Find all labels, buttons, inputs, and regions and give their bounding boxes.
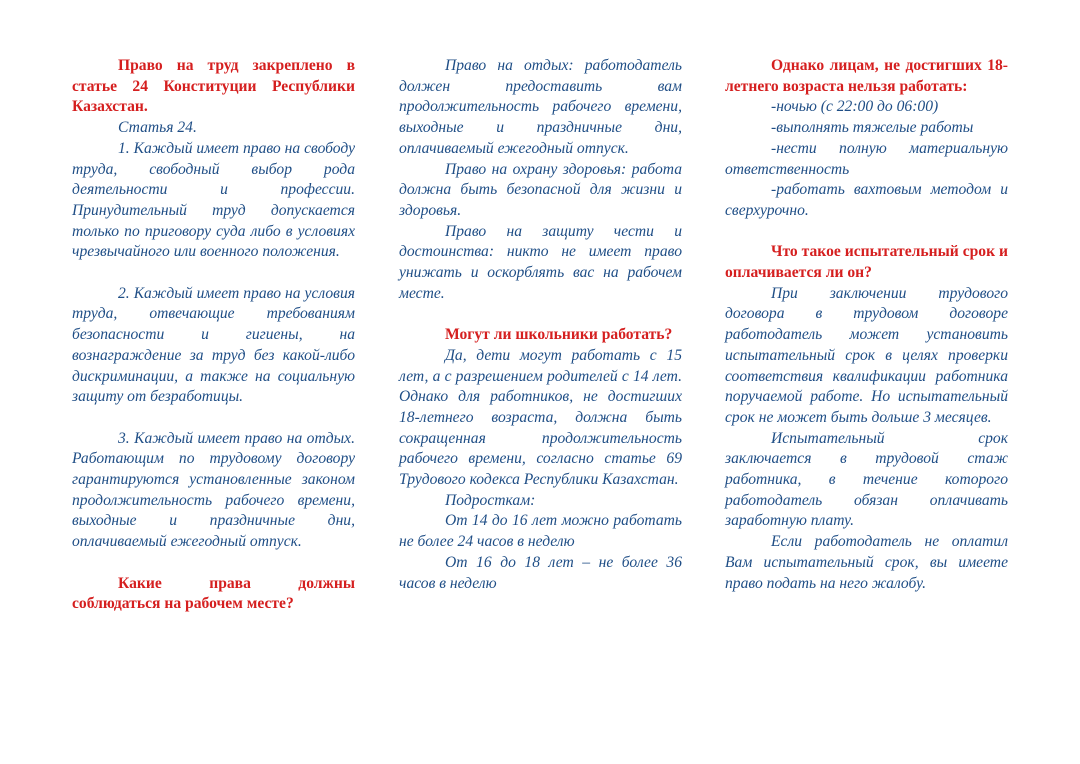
restriction-item: -ночью (с 22:00 до 06:00) (771, 98, 939, 116)
right-to-rest-paragraph: Право на отдых: работодатель должен предоставить вам продолжительность рабочего времени, выходные и праздничные дни, оплачиваемый ежегодный отпуск. (399, 57, 682, 157)
heading-workplace-rights: Какие права должны соблюдаться на рабочем месте? (72, 574, 355, 613)
spacer (725, 222, 1008, 243)
column-left (72, 56, 355, 615)
article-label: Статья 24. (118, 119, 197, 137)
probation-paragraph-3: Если работодатель не оплатил Вам испытательный срок, вы имеете право подать на него жалобу. (725, 533, 1008, 592)
schoolchildren-paragraph: Да, дети могут работать с 15 лет, а с разрешением родителей с 14 лет. Однако для работников, не достигших 18-летнего возраста, должна быть сокращенная продолжительность рабочего времени, согласно статье 69 Трудового кодекса Республики Казахстан. (399, 346, 682, 489)
column-right (725, 56, 1008, 594)
spacer (72, 553, 355, 574)
right-to-dignity-paragraph: Право на защиту чести и достоинства: никто не имеет право унижать и оскорблять вас на рабочем месте. (399, 222, 682, 302)
article-paragraph-2: 2. Каждый имеет право на условия труда, отвечающие требованиям безопасности и гигиены, на вознаграждение за труд без какой-либо дискриминации, а также на социальную защиту от безработицы. (72, 284, 355, 406)
right-to-health-paragraph: Право на охрану здоровья: работа должна быть безопасной для жизни и здоровья. (399, 160, 682, 219)
heading-minors-restrictions: Однако лицам, не достигших 18-летнего возраста нельзя работать: (725, 57, 1008, 95)
spacer (72, 263, 355, 284)
age-16-18-paragraph: От 16 до 18 лет – не более 36 часов в неделю (399, 553, 682, 592)
probation-paragraph-1: При заключении трудового договора в трудовом договоре работодатель может установить испытательный срок в целях проверки соответствия квалификации работника поручаемой работе. Но испытательный срок не может быть дольше 3 месяцев. (725, 284, 1008, 426)
spacer (399, 304, 682, 325)
probation-paragraph-2: Испытательный срок заключается в трудовой стаж работника, в течение которого работодатель обязан оплачивать заработную плату. (725, 429, 1008, 530)
age-14-16-paragraph: От 14 до 16 лет можно работать не более 24 часов в неделю (399, 512, 682, 551)
heading-probation: Что такое испытательный срок и оплачивается ли он? (725, 243, 1008, 282)
restriction-item: -выполнять тяжелые работы (771, 119, 974, 137)
restriction-item: -нести полную материальную ответственность (725, 139, 1008, 178)
restriction-item: -работать вахтовым методом и сверхурочно. (725, 181, 1008, 219)
column-middle (399, 56, 682, 594)
article-paragraph-3: 3. Каждый имеет право на отдых. Работающим по трудовому договору гарантируются установленные законом продолжительность рабочего времени, выходные и праздничные дни, оплачиваемый ежегодный отпуск. (72, 429, 355, 551)
spacer (72, 408, 355, 429)
heading-schoolchildren-work: Могут ли школьники работать? (445, 326, 673, 344)
heading-constitution: Право на труд закреплено в статье 24 Конституции Республики Казахстан. (72, 57, 355, 116)
article-paragraph-1: 1. Каждый имеет право на свободу труда, свободный выбор рода деятельности и профессии. Принудительный труд допускается только по приговору суда либо в условиях чрезвычайного или военного положения. (72, 139, 355, 261)
teenagers-label: Подросткам: (445, 491, 536, 509)
